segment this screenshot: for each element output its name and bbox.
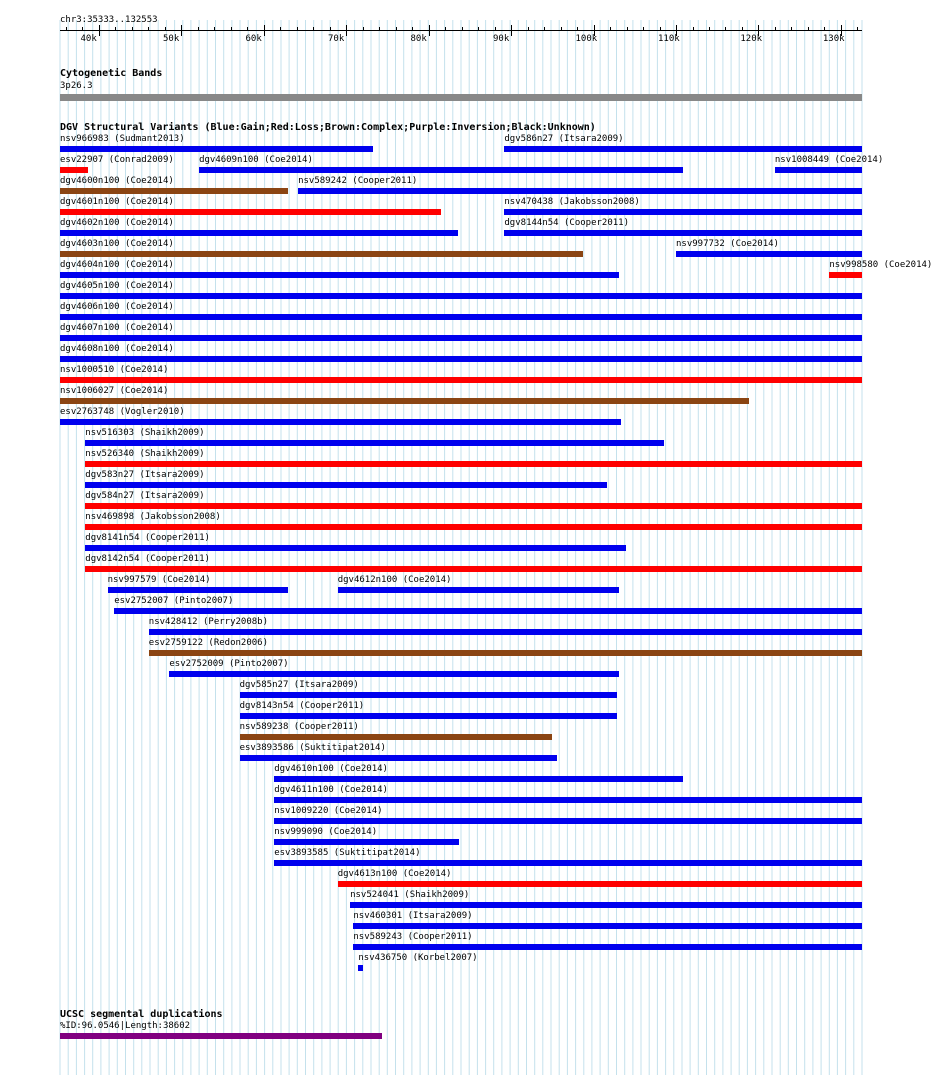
dgv-feature-label[interactable]: dgv584n27 (Itsara2009) bbox=[85, 491, 205, 501]
cytoband-name: 3p26.3 bbox=[60, 81, 93, 91]
dgv-feature-bar[interactable] bbox=[60, 356, 862, 362]
dgv-feature-bar[interactable] bbox=[240, 755, 558, 761]
dgv-feature-label[interactable]: dgv585n27 (Itsara2009) bbox=[239, 680, 359, 690]
ruler-minor-tick bbox=[379, 27, 380, 31]
dgv-feature-bar[interactable] bbox=[60, 419, 621, 425]
dgv-feature-bar[interactable] bbox=[108, 587, 289, 593]
dgv-feature-label[interactable]: nsv966983 (Sudmant2013) bbox=[60, 134, 185, 144]
dgv-feature-label[interactable]: nsv998580 (Coe2014) bbox=[829, 260, 932, 270]
ruler-minor-tick bbox=[148, 27, 149, 31]
ruler-minor-tick bbox=[742, 27, 743, 31]
ruler-minor-tick bbox=[247, 27, 248, 31]
ruler-major-tick bbox=[99, 25, 100, 36]
dgv-feature-label[interactable]: dgv4600n100 (Coe2014) bbox=[60, 176, 174, 186]
dgv-feature-bar[interactable] bbox=[775, 167, 862, 173]
dgv-feature-label[interactable]: nsv589243 (Cooper2011) bbox=[353, 932, 473, 942]
dgv-feature-bar[interactable] bbox=[60, 251, 583, 257]
dgv-feature-bar[interactable] bbox=[60, 377, 862, 383]
ruler-minor-tick bbox=[693, 27, 694, 31]
dgv-feature-bar[interactable] bbox=[353, 923, 862, 929]
ruler-minor-tick bbox=[115, 27, 116, 31]
dgv-feature-bar[interactable] bbox=[338, 881, 862, 887]
dgv-feature-bar[interactable] bbox=[60, 272, 619, 278]
dgv-feature-bar[interactable] bbox=[338, 587, 619, 593]
dgv-feature-bar[interactable] bbox=[114, 608, 862, 614]
dgv-feature-label[interactable]: nsv589238 (Cooper2011) bbox=[239, 722, 359, 732]
ruler-minor-tick bbox=[627, 27, 628, 31]
ruler-minor-tick bbox=[824, 27, 825, 31]
segdup-bar[interactable] bbox=[60, 1033, 382, 1039]
dgv-feature-bar[interactable] bbox=[274, 818, 862, 824]
dgv-feature-label[interactable]: esv22907 (Conrad2009) bbox=[60, 155, 174, 165]
dgv-feature-bar[interactable] bbox=[169, 671, 619, 677]
dgv-feature-label[interactable]: nsv1000510 (Coe2014) bbox=[60, 365, 169, 375]
dgv-feature-label[interactable]: dgv4610n100 (Coe2014) bbox=[274, 764, 388, 774]
dgv-feature-bar[interactable] bbox=[85, 461, 862, 467]
ruler-minor-tick bbox=[132, 27, 133, 31]
dgv-feature-bar[interactable] bbox=[504, 146, 862, 152]
ruler-major-tick bbox=[264, 25, 265, 36]
dgv-feature-label[interactable]: nsv460301 (Itsara2009) bbox=[353, 911, 473, 921]
ruler-tick-label: 70k bbox=[328, 34, 345, 44]
ruler-major-tick bbox=[429, 25, 430, 36]
dgv-feature-bar[interactable] bbox=[298, 188, 862, 194]
dgv-feature-label[interactable]: nsv469898 (Jakobsson2008) bbox=[85, 512, 221, 522]
dgv-feature-bar[interactable] bbox=[274, 797, 862, 803]
ruler-minor-tick bbox=[857, 27, 858, 31]
ruler-minor-tick bbox=[544, 27, 545, 31]
ruler-minor-tick bbox=[66, 27, 67, 31]
ruler-minor-tick bbox=[528, 27, 529, 31]
dgv-feature-bar[interactable] bbox=[60, 293, 862, 299]
ruler-tick-label: 110k bbox=[658, 34, 680, 44]
segdup-track-title[interactable]: UCSC segmental duplications bbox=[60, 1009, 223, 1020]
region-coordinates: chr3:35333..132553 bbox=[60, 15, 158, 25]
dgv-feature-label[interactable]: nsv470438 (Jakobsson2008) bbox=[504, 197, 640, 207]
dgv-feature-label[interactable]: esv2752009 (Pinto2007) bbox=[169, 659, 289, 669]
ruler-tick-label: 100k bbox=[575, 34, 598, 44]
dgv-feature-label[interactable]: nsv524041 (Shaikh2009) bbox=[350, 890, 470, 900]
dgv-feature-bar[interactable] bbox=[829, 272, 862, 278]
dgv-feature-bar[interactable] bbox=[85, 440, 664, 446]
dgv-feature-label[interactable]: nsv436750 (Korbel2007) bbox=[358, 953, 478, 963]
dgv-feature-label[interactable]: dgv8143n54 (Cooper2011) bbox=[239, 701, 365, 711]
ruler-tick-label: 60k bbox=[245, 34, 262, 44]
dgv-feature-label[interactable]: nsv997579 (Coe2014) bbox=[107, 575, 211, 585]
dgv-feature-label[interactable]: nsv516303 (Shaikh2009) bbox=[85, 428, 205, 438]
ruler-tick-label: 90k bbox=[493, 34, 510, 44]
dgv-feature-bar[interactable] bbox=[274, 860, 862, 866]
dgv-feature-label[interactable]: dgv4604n100 (Coe2014) bbox=[60, 260, 174, 270]
dgv-feature-bar[interactable] bbox=[353, 944, 862, 950]
dgv-feature-bar[interactable] bbox=[85, 545, 625, 551]
ruler-major-tick bbox=[181, 25, 182, 36]
ruler-minor-tick bbox=[808, 27, 809, 31]
dgv-feature-label[interactable]: esv2759122 (Redon2006) bbox=[148, 638, 269, 648]
ruler-minor-tick bbox=[643, 27, 644, 31]
ruler-minor-tick bbox=[709, 27, 710, 31]
dgv-feature-bar[interactable] bbox=[240, 734, 553, 740]
dgv-feature-bar[interactable] bbox=[60, 188, 288, 194]
ruler-minor-tick bbox=[791, 27, 792, 31]
dgv-feature-label[interactable]: nsv1008449 (Coe2014) bbox=[774, 155, 884, 165]
ruler-minor-tick bbox=[363, 27, 364, 31]
dgv-feature-label[interactable]: dgv4611n100 (Coe2014) bbox=[274, 785, 388, 795]
ruler-minor-tick bbox=[297, 27, 298, 31]
dgv-feature-bar[interactable] bbox=[149, 629, 862, 635]
ruler-minor-tick bbox=[214, 27, 215, 31]
dgv-feature-bar[interactable] bbox=[240, 713, 617, 719]
ruler-minor-tick bbox=[610, 27, 611, 31]
dgv-feature-bar[interactable] bbox=[85, 482, 606, 488]
dgv-feature-label[interactable]: dgv583n27 (Itsara2009) bbox=[85, 470, 205, 480]
dgv-track-title[interactable]: DGV Structural Variants (Blue:Gain;Red:Loss;Brown:Complex;Purple:Inversion;Black:Unknown) bbox=[60, 122, 596, 133]
dgv-feature-bar[interactable] bbox=[350, 902, 862, 908]
dgv-feature-label[interactable]: dgv4601n100 (Coe2014) bbox=[60, 197, 174, 207]
dgv-feature-label[interactable]: dgv4605n100 (Coe2014) bbox=[60, 281, 174, 291]
dgv-feature-bar[interactable] bbox=[60, 209, 441, 215]
cytoband-bar[interactable] bbox=[60, 94, 862, 101]
dgv-feature-bar[interactable] bbox=[274, 776, 683, 782]
dgv-feature-label[interactable]: dgv4609n100 (Coe2014) bbox=[199, 155, 313, 165]
dgv-feature-bar[interactable] bbox=[85, 566, 862, 572]
dgv-feature-label[interactable]: nsv428412 (Perry2008b) bbox=[148, 617, 269, 627]
dgv-feature-bar[interactable] bbox=[199, 167, 683, 173]
ruler-minor-tick bbox=[412, 27, 413, 31]
ruler-minor-tick bbox=[231, 27, 232, 31]
dgv-feature-label[interactable]: dgv4607n100 (Coe2014) bbox=[60, 323, 174, 333]
ruler-minor-tick bbox=[462, 27, 463, 31]
dgv-feature-bar[interactable] bbox=[60, 146, 373, 152]
dgv-feature-label[interactable]: dgv8142n54 (Cooper2011) bbox=[85, 554, 210, 564]
ruler-minor-tick bbox=[396, 27, 397, 31]
dgv-feature-label[interactable]: esv2763748 (Vogler2010) bbox=[60, 407, 185, 417]
dgv-feature-label[interactable]: nsv589242 (Cooper2011) bbox=[298, 176, 418, 186]
dgv-feature-label[interactable]: dgv8141n54 (Cooper2011) bbox=[85, 533, 210, 543]
dgv-feature-label[interactable]: dgv586n27 (Itsara2009) bbox=[504, 134, 624, 144]
ruler-minor-tick bbox=[165, 27, 166, 31]
ruler-minor-tick bbox=[561, 27, 562, 31]
dgv-feature-label[interactable]: nsv526340 (Shaikh2009) bbox=[85, 449, 205, 459]
dgv-feature-bar[interactable] bbox=[240, 692, 617, 698]
ruler-minor-tick bbox=[577, 27, 578, 31]
dgv-feature-label[interactable]: dgv8144n54 (Cooper2011) bbox=[504, 218, 630, 228]
dgv-feature-label[interactable]: nsv1009220 (Coe2014) bbox=[274, 806, 383, 816]
dgv-feature-label[interactable]: nsv1006027 (Coe2014) bbox=[60, 386, 169, 396]
ruler-tick-label: 120k bbox=[740, 34, 763, 44]
dgv-feature-bar[interactable] bbox=[85, 503, 862, 509]
dgv-feature-bar[interactable] bbox=[60, 230, 458, 236]
ruler-tick-label: 130k bbox=[822, 34, 845, 44]
dgv-feature-bar[interactable] bbox=[85, 524, 862, 530]
ruler-tick-label: 40k bbox=[80, 34, 97, 44]
dgv-feature-label[interactable]: dgv4608n100 (Coe2014) bbox=[60, 344, 174, 354]
ruler-minor-tick bbox=[82, 27, 83, 31]
ruler-major-tick bbox=[511, 25, 512, 36]
ruler-minor-tick bbox=[313, 27, 314, 31]
dgv-feature-label[interactable]: dgv4606n100 (Coe2014) bbox=[60, 302, 174, 312]
dgv-feature-bar[interactable] bbox=[676, 251, 862, 257]
dgv-feature-bar[interactable] bbox=[60, 398, 749, 404]
ruler-minor-tick bbox=[280, 27, 281, 31]
dgv-feature-bar[interactable] bbox=[504, 230, 862, 236]
dgv-feature-bar[interactable] bbox=[274, 839, 459, 845]
dgv-feature-bar[interactable] bbox=[149, 650, 862, 656]
cytoband-track-title[interactable]: Cytogenetic Bands bbox=[60, 68, 163, 79]
ruler-tick-label: 80k bbox=[410, 34, 427, 44]
dgv-feature-label[interactable]: dgv4613n100 (Coe2014) bbox=[337, 869, 452, 879]
segdup-label[interactable]: %ID:96.0546|Length:38602 bbox=[60, 1021, 191, 1031]
dgv-feature-bar[interactable] bbox=[60, 335, 862, 341]
dgv-feature-label[interactable]: dgv4612n100 (Coe2014) bbox=[337, 575, 452, 585]
ruler-minor-tick bbox=[495, 27, 496, 31]
dgv-feature-bar[interactable] bbox=[60, 314, 862, 320]
dgv-feature-bar[interactable] bbox=[504, 209, 862, 215]
dgv-feature-label[interactable]: esv3893585 (Suktitipat2014) bbox=[274, 848, 421, 858]
ruler-minor-tick bbox=[775, 27, 776, 31]
ruler-minor-tick bbox=[198, 27, 199, 31]
ruler-major-tick bbox=[346, 25, 347, 36]
ruler-minor-tick bbox=[445, 27, 446, 31]
dgv-feature-label[interactable]: nsv997732 (Coe2014) bbox=[676, 239, 779, 249]
dgv-feature-label[interactable]: esv3893586 (Suktitipat2014) bbox=[239, 743, 386, 753]
dgv-feature-label[interactable]: esv2752007 (Pinto2007) bbox=[114, 596, 234, 606]
dgv-feature-bar[interactable] bbox=[60, 167, 88, 173]
dgv-feature-label[interactable]: dgv4603n100 (Coe2014) bbox=[60, 239, 174, 249]
ruler-minor-tick bbox=[478, 27, 479, 31]
ruler-tick-label: 50k bbox=[163, 34, 180, 44]
ruler-minor-tick bbox=[725, 27, 726, 31]
dgv-feature-label[interactable]: nsv999090 (Coe2014) bbox=[274, 827, 378, 837]
ruler-minor-tick bbox=[330, 27, 331, 31]
dgv-feature-bar[interactable] bbox=[358, 965, 363, 971]
ruler-minor-tick bbox=[660, 27, 661, 31]
dgv-feature-label[interactable]: dgv4602n100 (Coe2014) bbox=[60, 218, 174, 228]
